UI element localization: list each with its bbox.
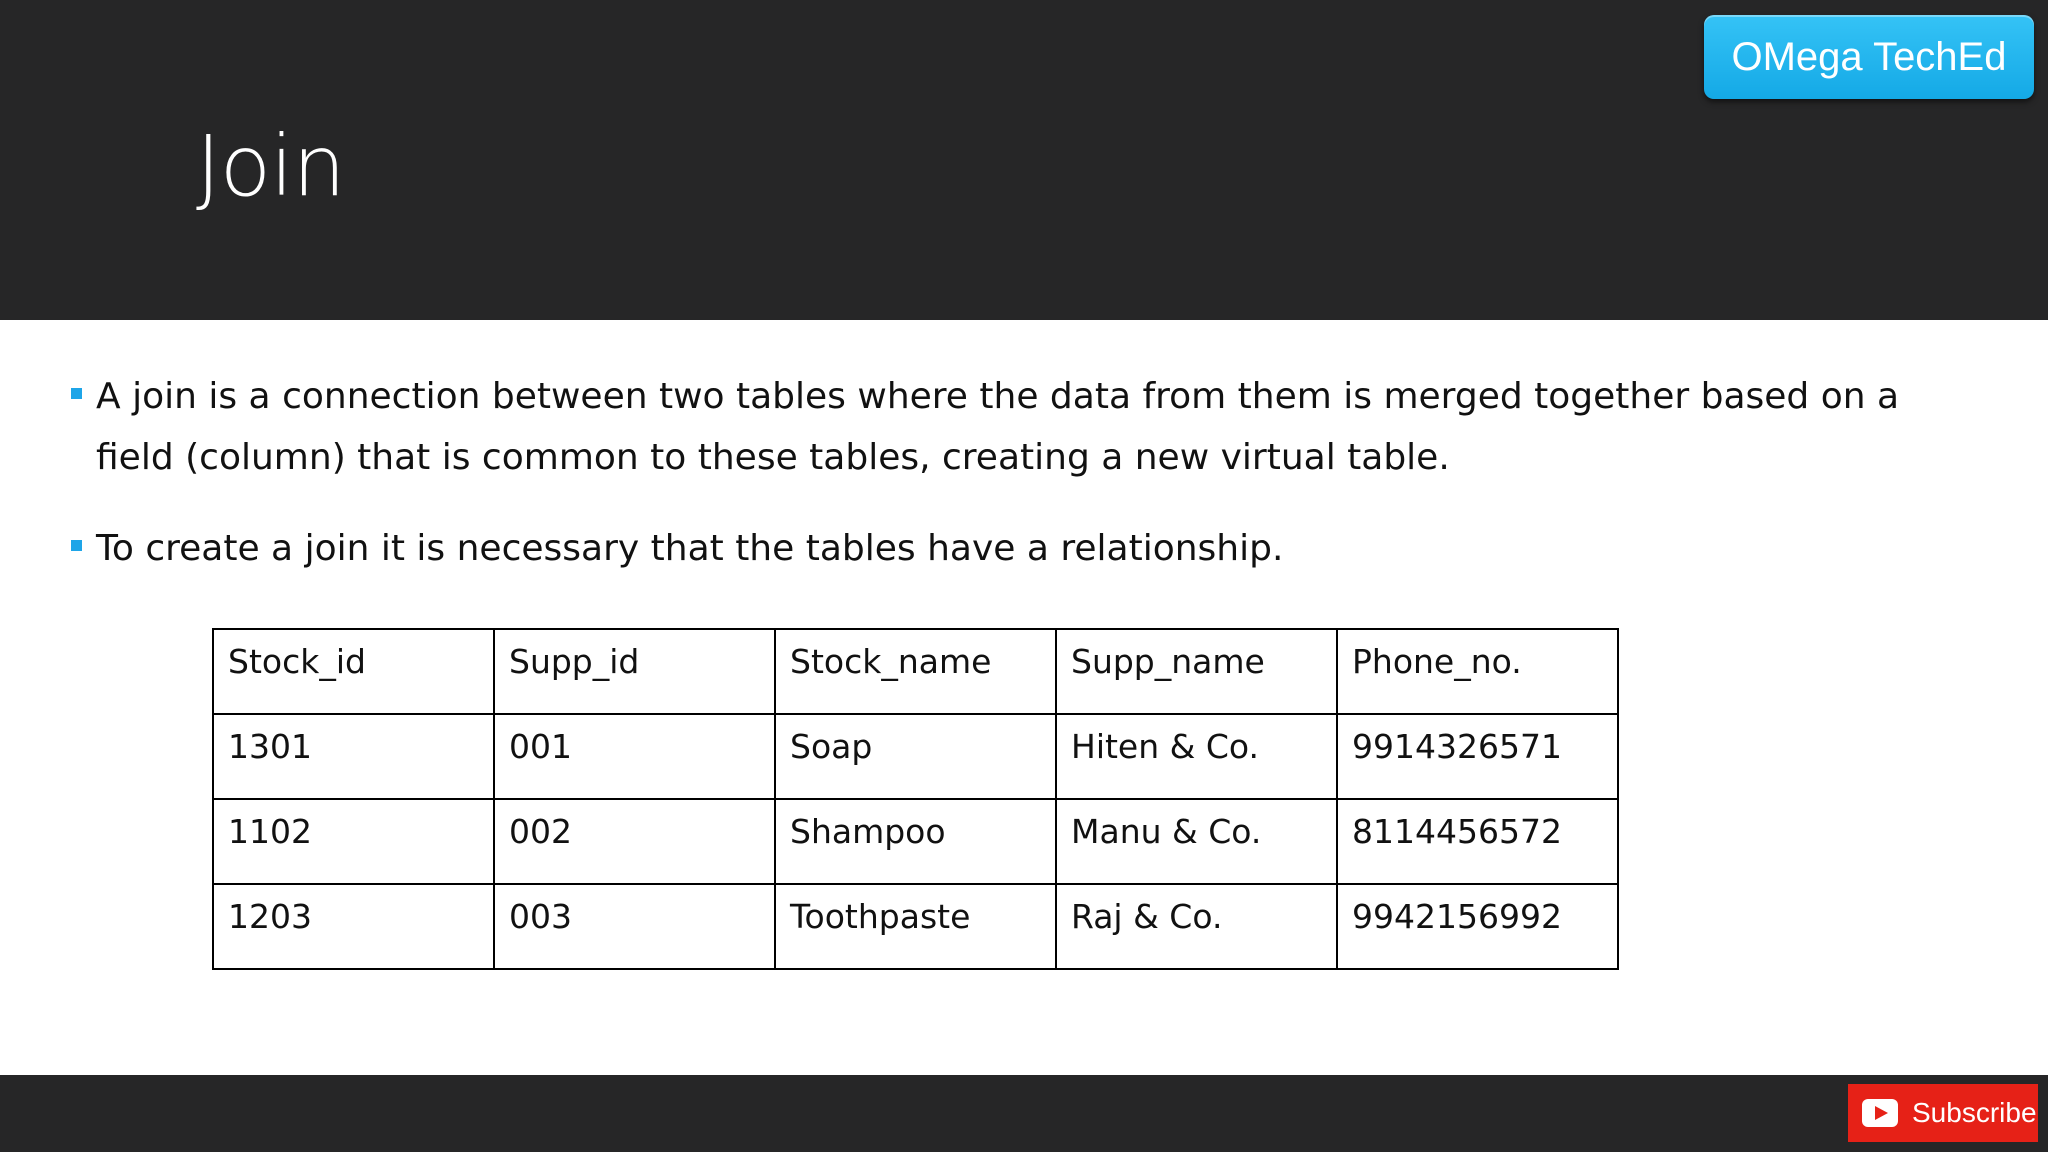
table-cell: 001 <box>494 714 775 799</box>
table-cell: 003 <box>494 884 775 969</box>
table-cell: Soap <box>775 714 1056 799</box>
table-header-row <box>213 629 1618 714</box>
subscribe-label: Subscribe <box>1912 1097 2037 1128</box>
table-cell: Shampoo <box>775 799 1056 884</box>
stock-supplier-table <box>212 628 1619 970</box>
table-row <box>213 714 1618 799</box>
slide-title: Join <box>196 117 345 215</box>
table-cell: 1203 <box>213 884 494 969</box>
table-cell: 9914326571 <box>1337 714 1618 799</box>
table-cell: Hiten & Co. <box>1056 714 1337 799</box>
column-header: Supp_id <box>494 629 775 714</box>
bullet-text: To create a join it is necessary that the tables have a relationship. <box>96 528 1284 569</box>
table-row <box>213 799 1618 884</box>
column-header: Phone_no. <box>1337 629 1618 714</box>
youtube-play-icon <box>1862 1099 1898 1127</box>
square-bullet-icon <box>71 388 82 399</box>
footer-band <box>0 1075 2048 1152</box>
brand-badge: OMega TechEd <box>1704 15 2034 99</box>
column-header: Supp_name <box>1056 629 1337 714</box>
square-bullet-icon <box>71 540 82 551</box>
table-cell: 8114456572 <box>1337 799 1618 884</box>
bullet-list <box>68 366 1948 609</box>
table-cell: Manu & Co. <box>1056 799 1337 884</box>
bullet-item <box>68 366 1948 488</box>
table-row <box>213 884 1618 969</box>
table-cell: 9942156992 <box>1337 884 1618 969</box>
table-cell: 002 <box>494 799 775 884</box>
table-cell: Raj & Co. <box>1056 884 1337 969</box>
bullet-text: A join is a connection between two tables where the data from them is merged together based on a field (column) that is common to these tables, creating a new virtual table. <box>96 376 1900 478</box>
table-cell: 1301 <box>213 714 494 799</box>
bullet-item <box>68 518 1948 579</box>
subscribe-button[interactable] <box>1848 1084 2038 1142</box>
table-cell: Toothpaste <box>775 884 1056 969</box>
table-cell: 1102 <box>213 799 494 884</box>
column-header: Stock_name <box>775 629 1056 714</box>
column-header: Stock_id <box>213 629 494 714</box>
